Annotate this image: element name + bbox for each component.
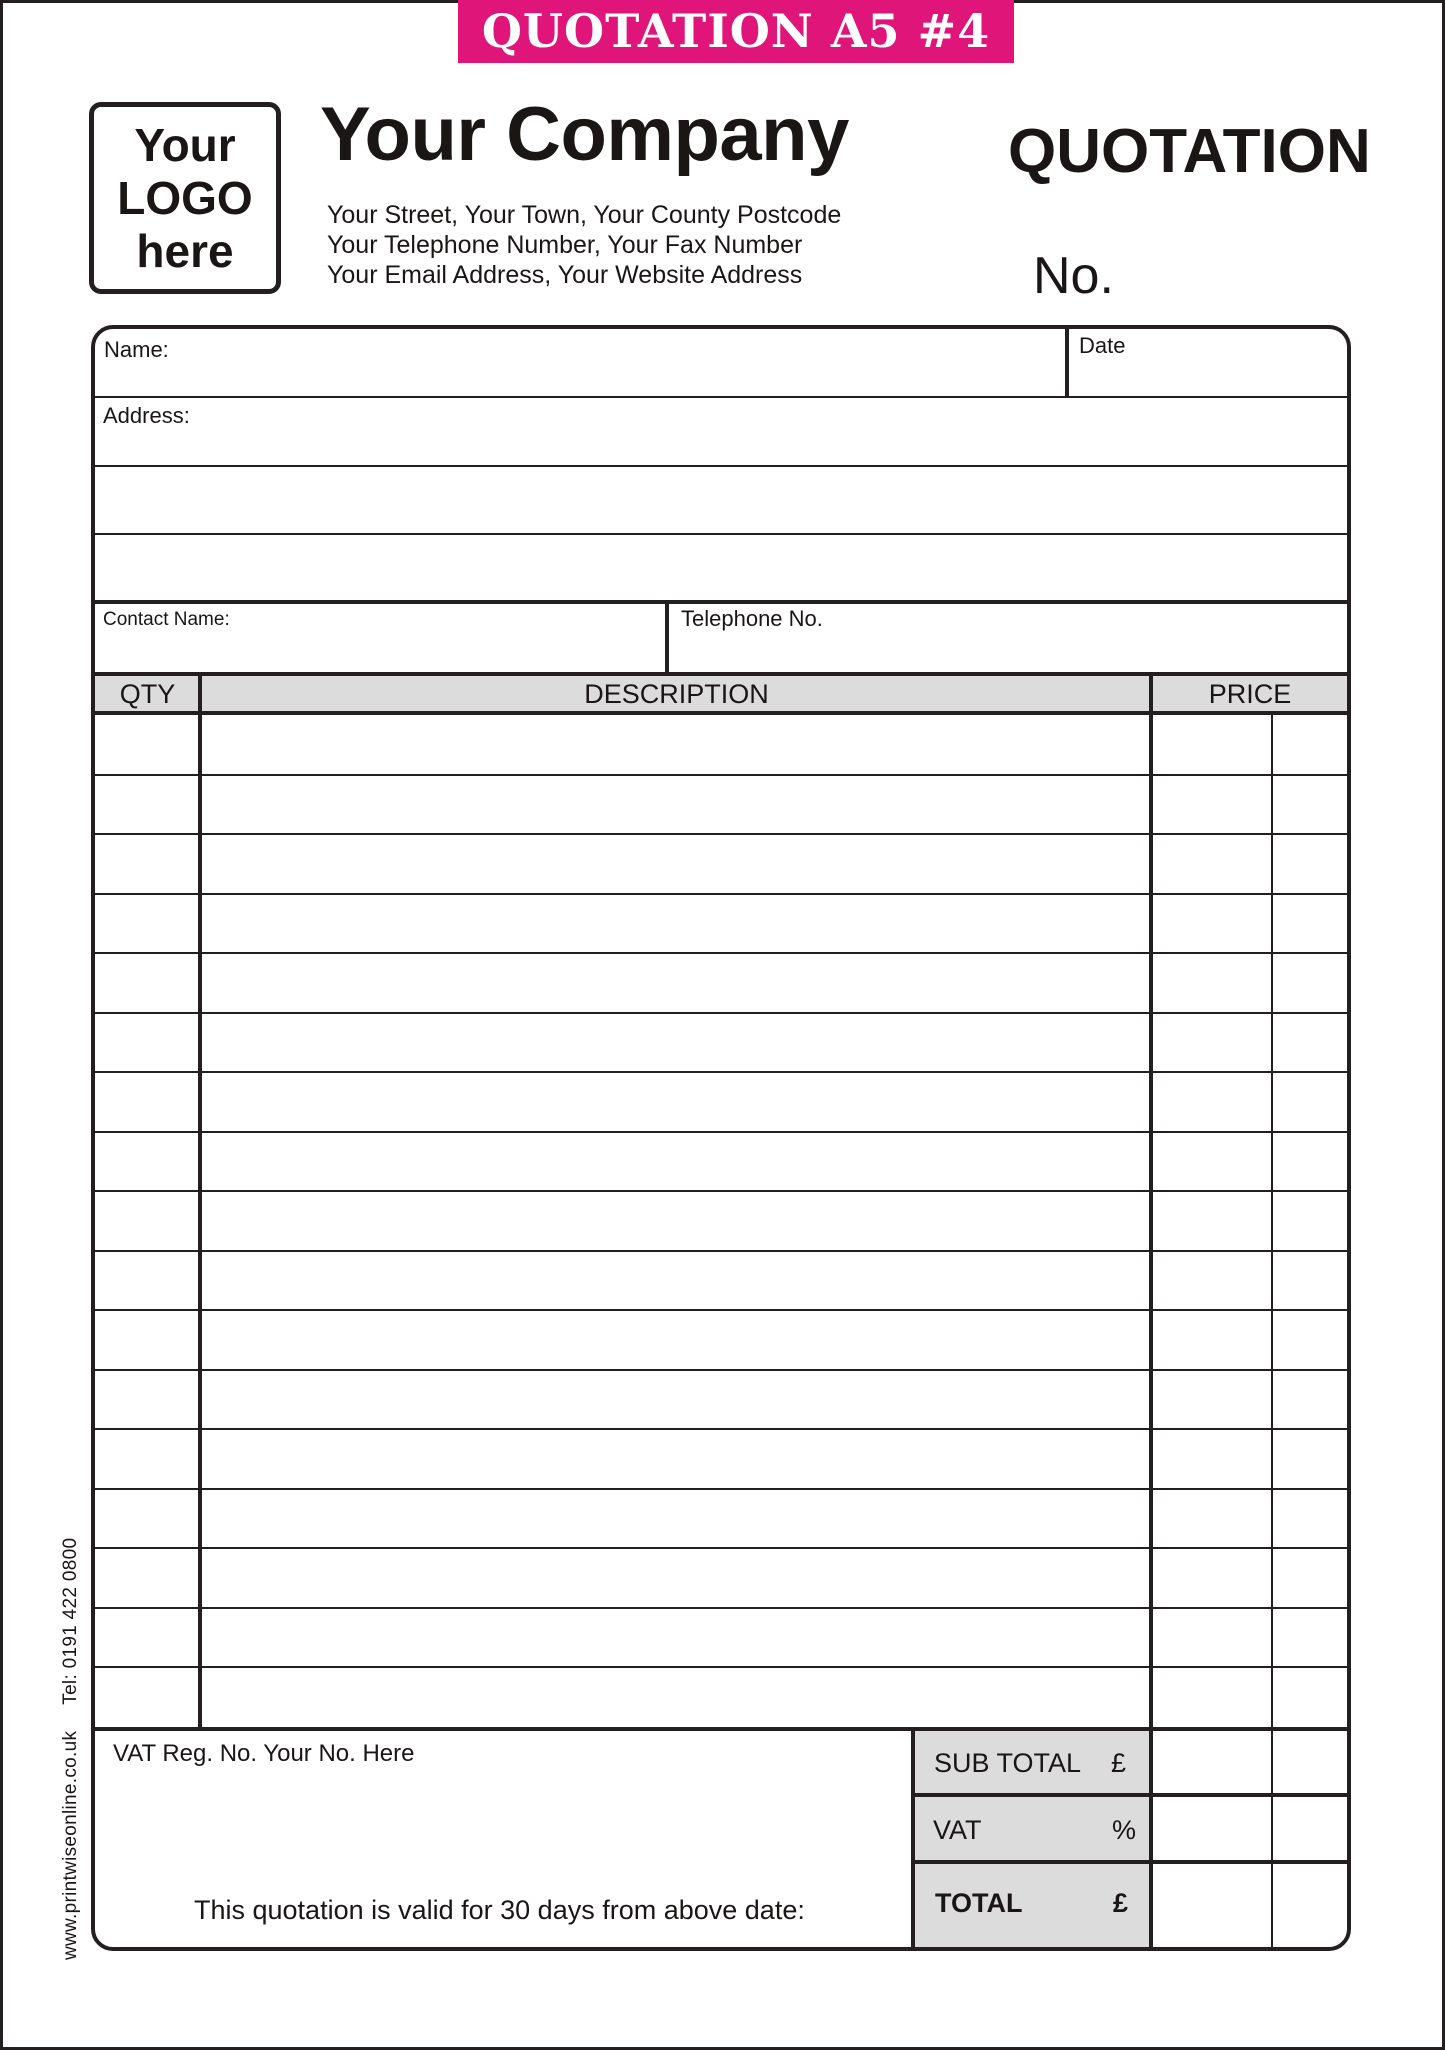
description-cell[interactable]: [202, 1667, 1149, 1727]
price-pounds-cell[interactable]: [1153, 1191, 1271, 1251]
price-pounds-cell[interactable]: [1153, 1013, 1271, 1073]
qty-cell[interactable]: [95, 1608, 198, 1668]
qty-cell[interactable]: [95, 715, 198, 775]
qty-cell[interactable]: [95, 1667, 198, 1727]
qty-cell[interactable]: [95, 1489, 198, 1549]
total-currency-symbol: £: [1113, 1888, 1129, 1918]
price-pence-cell[interactable]: [1273, 1072, 1347, 1132]
logo-line: here: [136, 225, 234, 277]
price-pounds-cell[interactable]: [1153, 894, 1271, 954]
company-contact-line: Your Telephone Number, Your Fax Number: [327, 231, 803, 259]
qty-cell[interactable]: [95, 1132, 198, 1192]
table-row: [95, 1548, 1347, 1608]
description-cell[interactable]: [202, 775, 1149, 835]
row-divider: [95, 533, 1347, 535]
price-pounds-cell[interactable]: [1153, 1370, 1271, 1430]
price-pounds-cell[interactable]: [1153, 1667, 1271, 1727]
subtotal-pence-field[interactable]: [1273, 1731, 1347, 1793]
price-pounds-cell[interactable]: [1153, 1251, 1271, 1311]
price-pounds-cell[interactable]: [1153, 775, 1271, 835]
telephone-field[interactable]: [669, 604, 1347, 672]
description-cell[interactable]: [202, 1132, 1149, 1192]
printer-website: www.printwiseonline.co.uk: [60, 1730, 81, 1960]
price-pence-cell[interactable]: [1273, 1251, 1347, 1311]
table-row: [95, 1489, 1347, 1549]
price-pounds-cell[interactable]: [1153, 834, 1271, 894]
qty-cell[interactable]: [95, 775, 198, 835]
name-field[interactable]: [95, 329, 1063, 396]
price-pence-cell[interactable]: [1273, 1489, 1347, 1549]
company-address-line: Your Street, Your Town, Your County Postcode: [327, 201, 842, 229]
table-row: [95, 894, 1347, 954]
price-pence-cell[interactable]: [1273, 1013, 1347, 1073]
price-pounds-cell[interactable]: [1153, 1608, 1271, 1668]
price-pence-cell[interactable]: [1273, 1548, 1347, 1608]
qty-cell[interactable]: [95, 953, 198, 1013]
qty-cell[interactable]: [95, 1072, 198, 1132]
subtotal-pounds-field[interactable]: [1153, 1731, 1270, 1793]
quotation-number-label: No.: [1033, 247, 1114, 305]
qty-cell[interactable]: [95, 1548, 198, 1608]
price-pence-cell[interactable]: [1273, 1191, 1347, 1251]
description-cell[interactable]: [202, 1429, 1149, 1489]
qty-cell[interactable]: [95, 894, 198, 954]
qty-cell[interactable]: [95, 1251, 198, 1311]
table-row: [95, 834, 1347, 894]
summary-left-divider: [911, 1729, 915, 1947]
description-cell[interactable]: [202, 1310, 1149, 1370]
qty-cell[interactable]: [95, 1191, 198, 1251]
price-pounds-cell[interactable]: [1153, 715, 1271, 775]
row-divider: [95, 465, 1347, 467]
qty-cell[interactable]: [95, 1429, 198, 1489]
price-pounds-cell[interactable]: [1153, 1489, 1271, 1549]
price-column-header: PRICE: [1208, 679, 1292, 709]
logo-line: LOGO: [117, 172, 253, 224]
price-pounds-cell[interactable]: [1153, 1548, 1271, 1608]
price-pence-cell[interactable]: [1273, 894, 1347, 954]
price-pence-cell[interactable]: [1273, 1132, 1347, 1192]
price-pence-cell[interactable]: [1273, 1429, 1347, 1489]
vat-pence-field[interactable]: [1273, 1797, 1347, 1860]
logo-placeholder: [89, 102, 281, 294]
subtotal-currency-symbol: £: [1111, 1748, 1127, 1778]
address-label: Address:: [103, 403, 190, 428]
description-cell[interactable]: [202, 715, 1149, 775]
title-banner: QUOTATION A5 #4: [458, 0, 1014, 63]
price-pence-cell[interactable]: [1273, 953, 1347, 1013]
address-field[interactable]: [95, 398, 1347, 601]
price-pounds-cell[interactable]: [1153, 953, 1271, 1013]
logo-line: Your: [134, 119, 236, 171]
contact-name-field[interactable]: [95, 604, 663, 672]
qty-column-divider: [198, 674, 202, 1729]
name-label: Name:: [104, 337, 169, 362]
vat-reg-text: VAT Reg. No. Your No. Here: [113, 1740, 415, 1767]
description-cell[interactable]: [202, 1072, 1149, 1132]
vat-percent-symbol: %: [1112, 1815, 1137, 1845]
description-cell[interactable]: [202, 894, 1149, 954]
price-pence-cell[interactable]: [1273, 834, 1347, 894]
table-row: [95, 1251, 1347, 1311]
description-cell[interactable]: [202, 1013, 1149, 1073]
total-pence-field[interactable]: [1273, 1864, 1347, 1946]
qty-cell[interactable]: [95, 1013, 198, 1073]
description-cell[interactable]: [202, 1191, 1149, 1251]
description-cell[interactable]: [202, 953, 1149, 1013]
vat-pounds-field[interactable]: [1153, 1797, 1270, 1860]
date-field[interactable]: [1069, 329, 1345, 396]
price-pounds-cell[interactable]: [1153, 1072, 1271, 1132]
table-row: [95, 1132, 1347, 1192]
contact-name-label: Contact Name:: [103, 609, 230, 630]
printer-side-text: [60, 1512, 82, 1960]
price-pence-cell[interactable]: [1273, 1667, 1347, 1727]
table-row: [95, 1191, 1347, 1251]
description-cell[interactable]: [202, 1251, 1149, 1311]
price-pence-cell[interactable]: [1273, 1310, 1347, 1370]
total-pounds-field[interactable]: [1153, 1864, 1270, 1946]
document-title: QUOTATION: [1008, 117, 1371, 186]
table-row: [95, 1429, 1347, 1489]
qty-cell[interactable]: [95, 834, 198, 894]
date-label: Date: [1079, 333, 1126, 358]
description-column-header: DESCRIPTION: [584, 679, 769, 709]
printer-telephone: Tel: 0191 422 0800: [60, 1537, 81, 1705]
price-pence-cell[interactable]: [1273, 775, 1347, 835]
price-pence-cell[interactable]: [1273, 1608, 1347, 1668]
vat-label: VAT: [933, 1815, 982, 1845]
subtotal-label: SUB TOTAL: [934, 1748, 1082, 1778]
company-web-line: Your Email Address, Your Website Address: [327, 261, 803, 289]
price-pence-cell[interactable]: [1273, 715, 1347, 775]
table-row: [95, 1608, 1347, 1668]
price-pence-cell[interactable]: [1273, 1370, 1347, 1430]
description-cell[interactable]: [202, 1548, 1149, 1608]
total-label: TOTAL: [935, 1888, 1023, 1918]
table-row: [95, 1310, 1347, 1370]
table-row: [95, 775, 1347, 835]
qty-column-header: QTY: [119, 679, 176, 709]
table-row: [95, 715, 1347, 775]
description-cell[interactable]: [202, 834, 1149, 894]
price-pounds-cell[interactable]: [1153, 1132, 1271, 1192]
table-row: [95, 953, 1347, 1013]
table-row: [95, 1370, 1347, 1430]
qty-cell[interactable]: [95, 1370, 198, 1430]
company-name: Your Company: [320, 92, 849, 177]
table-row: [95, 1013, 1347, 1073]
table-row: [95, 1667, 1347, 1727]
qty-cell[interactable]: [95, 1310, 198, 1370]
description-cell[interactable]: [202, 1370, 1149, 1430]
telephone-label: Telephone No.: [681, 606, 823, 631]
price-pounds-cell[interactable]: [1153, 1310, 1271, 1370]
description-cell[interactable]: [202, 1489, 1149, 1549]
validity-text: This quotation is valid for 30 days from above date:: [194, 1895, 805, 1925]
price-pounds-cell[interactable]: [1153, 1429, 1271, 1489]
description-cell[interactable]: [202, 1608, 1149, 1668]
table-row: [95, 1072, 1347, 1132]
